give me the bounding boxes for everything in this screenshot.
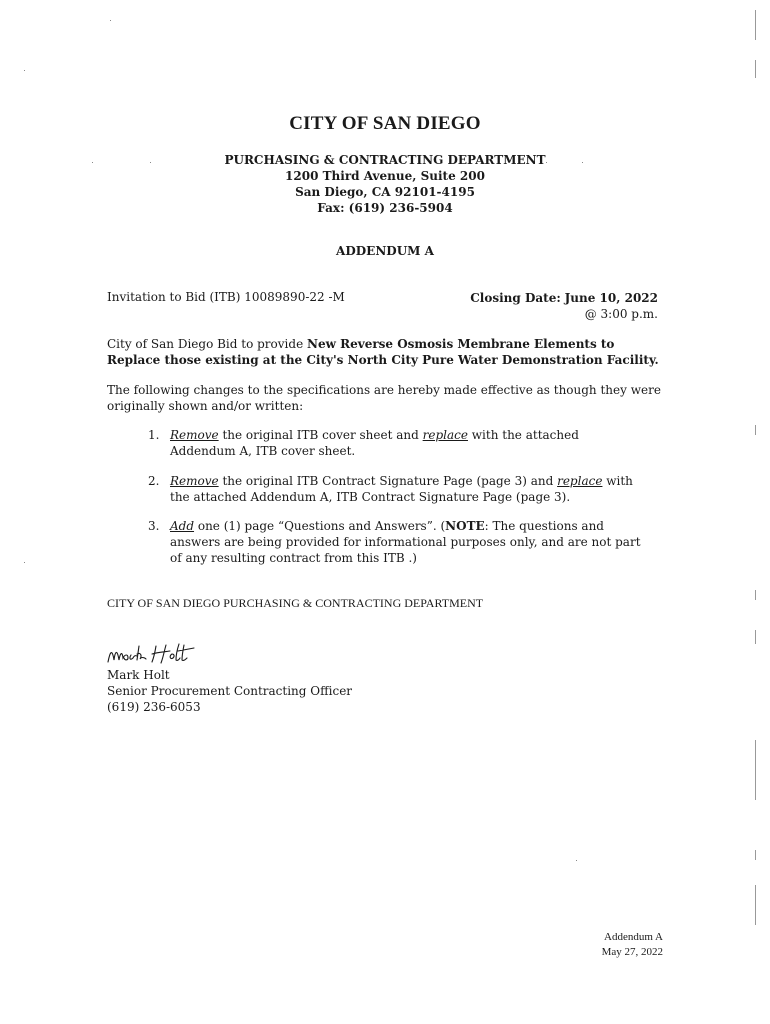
- street-address: 1200 Third Avenue, Suite 200: [285, 169, 485, 183]
- addendum-heading: ADDENDUM A: [336, 244, 434, 258]
- change-item-number: 2.: [148, 474, 160, 488]
- signer-title: Senior Procurement Contracting Officer: [107, 684, 353, 698]
- footer-date: May 27, 2022: [601, 946, 663, 958]
- scan-speck: [582, 162, 583, 163]
- change-item-verb: Remove: [170, 474, 219, 488]
- change-item-verb: replace: [422, 428, 468, 442]
- closing-date-block: [470, 290, 658, 322]
- change-item-verb: Remove: [170, 428, 219, 442]
- change-item-verb: replace: [557, 474, 603, 488]
- change-item-text: with the attached Addendum A, ITB cover sheet.: [170, 428, 579, 458]
- itb-number: Invitation to Bid (ITB) 10089890-22 -M: [107, 290, 345, 304]
- closing-date-label: Closing Date:: [470, 291, 561, 305]
- scan-edge-mark: [755, 885, 756, 925]
- change-item-text: : The questions and answers are being provided for informational purposes only, and are not part of any resulting contract from this ITB .): [170, 519, 641, 565]
- signer-block: [107, 667, 352, 715]
- scan-speck: [150, 162, 151, 163]
- scan-edge-mark: [755, 590, 756, 600]
- department-signature-line: CITY OF SAN DIEGO PURCHASING & CONTRACTING DEPARTMENT: [107, 596, 484, 610]
- scan-speck: [92, 162, 93, 163]
- change-item: [148, 427, 648, 459]
- scan-speck: [546, 162, 547, 163]
- page-footer: [560, 930, 663, 960]
- footer-document-label: Addendum A: [604, 931, 663, 943]
- scan-edge-mark: [755, 60, 756, 78]
- fax-number: Fax: (619) 236-5904: [317, 201, 453, 215]
- change-item-text: the original ITB Contract Signature Page (page 3) and: [218, 474, 558, 488]
- scan-edge-mark: [755, 10, 756, 40]
- department-address-block: [0, 152, 770, 216]
- change-item: [148, 473, 648, 505]
- scan-speck: [24, 70, 25, 71]
- city-state-zip: San Diego, CA 92101-4195: [295, 185, 475, 199]
- closing-time: @ 3:00 p.m.: [584, 307, 658, 321]
- note-label: NOTE: [445, 519, 485, 533]
- department-name: PURCHASING & CONTRACTING DEPARTMENT: [224, 153, 546, 167]
- closing-date-value: June 10, 2022: [564, 291, 658, 305]
- scan-edge-mark: [755, 850, 756, 860]
- scan-speck: [576, 860, 577, 861]
- change-item-text: one (1) page “Questions and Answers”. (: [194, 519, 446, 533]
- bid-description-lead: City of San Diego Bid to provide: [107, 337, 307, 351]
- signer-name: Mark Holt: [107, 668, 170, 682]
- signer-phone: (619) 236-6053: [107, 700, 201, 714]
- scan-edge-mark: [755, 630, 756, 644]
- changes-intro: The following changes to the specifications are hereby made effective as though they were originally shown and/or written:: [107, 383, 661, 413]
- page-title: CITY OF SAN DIEGO: [289, 113, 481, 134]
- change-item-text: the original ITB cover sheet and: [218, 428, 423, 442]
- scan-speck: [24, 562, 25, 563]
- change-item-number: 3.: [148, 519, 160, 533]
- change-item-text: with the attached Addendum A, ITB Contract Signature Page (page 3).: [170, 474, 633, 504]
- bid-description: [107, 336, 662, 368]
- scan-speck: [110, 20, 111, 21]
- scan-edge-mark: [755, 425, 756, 435]
- change-item-verb: Add: [170, 519, 195, 533]
- bid-description-subject: New Reverse Osmosis Membrane Elements to Replace those existing at the City's North City Pure Water Demonstration Facility.: [107, 337, 659, 367]
- change-item-number: 1.: [148, 428, 160, 442]
- change-item: [148, 518, 648, 566]
- scan-edge-mark: [755, 740, 756, 800]
